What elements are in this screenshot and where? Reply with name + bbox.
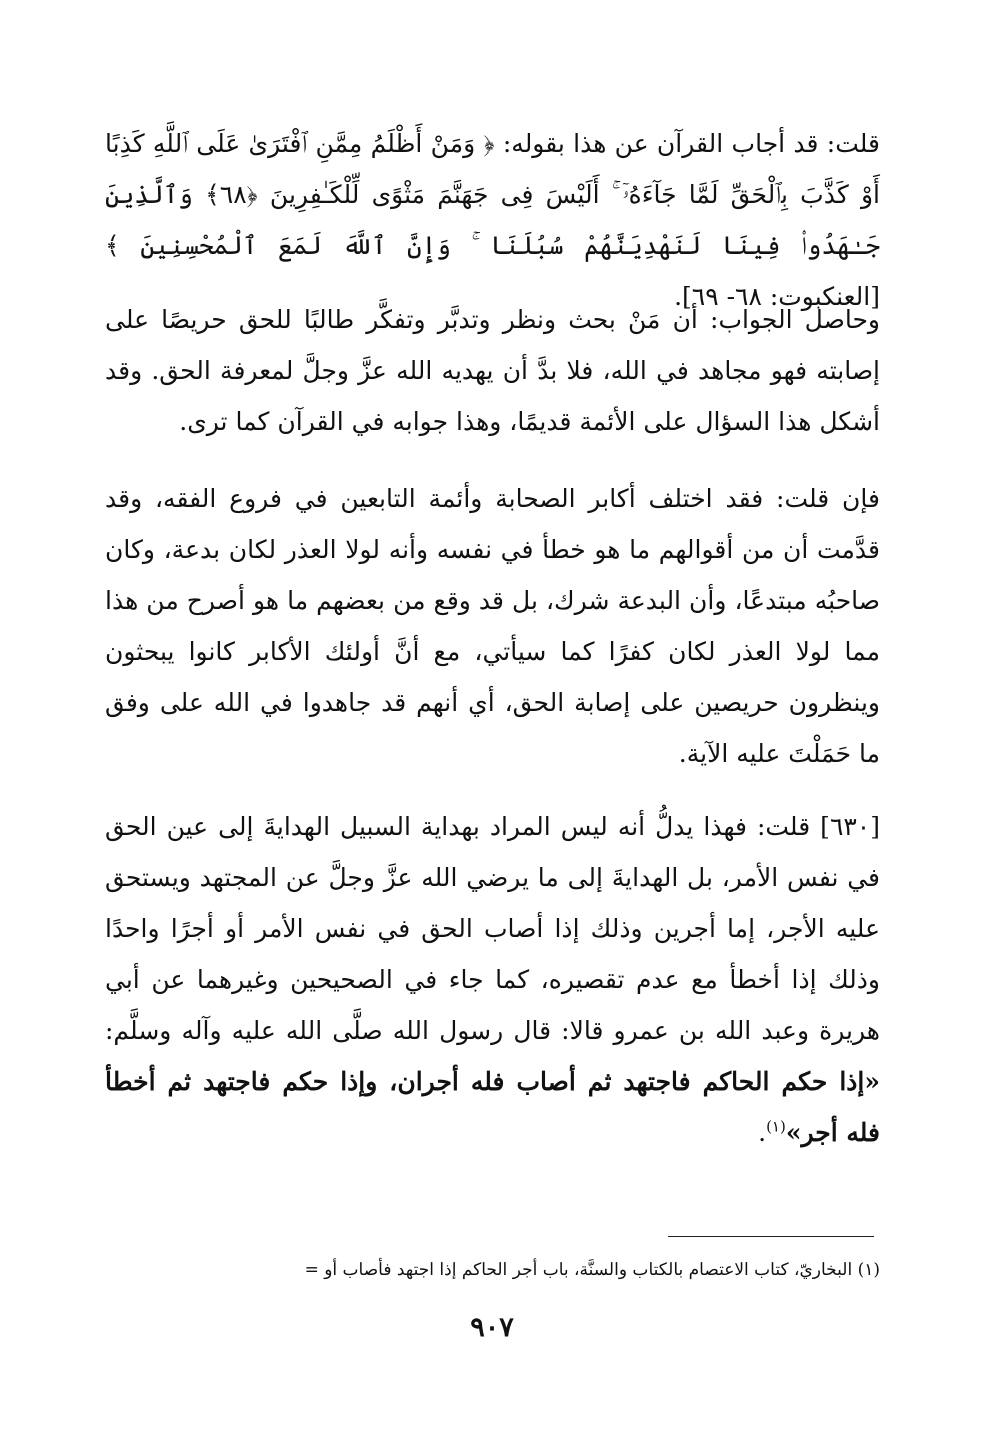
page-number: ٩٠٧: [470, 1312, 514, 1343]
paragraph-text: فإن قلت: فقد اختلف أكابر الصحابة وأئمة التابعين في فروع الفقه، وقد قدَّمت أن من أقوالهم ما هو خطأ في نفسه وأنه لولا العذر لكان بدعة، وكان صاحبُه مبتدعًا، وأن البدعة شرك، بل قد وقع من بعضهم ما هو أصرح من هذا مما لولا العذر لكان كفرًا كما سيأتي، مع أنَّ أولئك الأكابر كانوا يبحثون وينظرون حريصين على إصابة الحق، أي أنهم قد جاهدوا في الله على وفق ما حَمَلْتَ عليه الآية.: [105, 484, 880, 768]
quran-verse: ﴿ وَمَنْ أَظْلَمُ مِمَّنِ ٱفْتَرَىٰ عَلَى ٱللَّهِ كَذِبًا أَوْ كَذَّبَ بِٱلْحَقِّ لَمَّا جَآءَهُۥٓ ۚ أَلَيْسَ فِى جَهَنَّمَ مَثْوًى لِّلْكَـٰفِرِينَ ﴿٦٨﴾ وَٱلَّذِينَ جَـٰهَدُوا۟ فِينَا لَنَهْدِيَنَّهُمْ سُبُلَنَا ۚ وَإِنَّ ٱللَّهَ لَمَعَ ٱلْمُحْسِنِينَ ﴾: [105, 129, 880, 260]
paragraph-reply: [105, 801, 880, 1158]
footnote-reference[interactable]: (١): [766, 1117, 786, 1136]
paragraph-text: وحاصل الجواب: أن مَنْ بحث ونظر وتدبَّر وتفكَّر طالبًا للحق حريصًا على إصابته فهو مجاهد في الله، فلا بدَّ أن يهديه الله عزَّ وجلَّ لمعرفة الحق. وقد أشكل هذا السؤال على الأئمة قديمًا، وهذا جوابه في القرآن كما ترى.: [105, 305, 880, 436]
paragraph-intro: قلت: قد أجاب القرآن عن هذا بقوله:: [494, 129, 880, 158]
footnote-divider: [668, 1236, 874, 1237]
paragraph-text: [٦٣٠] قلت: فهذا يدلُّ أنه ليس المراد بهداية السبيل الهدايةَ إلى عين الحق في نفس الأمر، بل الهدايةَ إلى ما يرضي الله عزَّ وجلَّ عن المجتهد ويستحق عليه الأجر، إما أجرين وذلك إذا أصاب الحق في نفس الأمر أو أجرًا واحدًا وذلك إذا أخطأ مع عدم تقصيره، كما جاء في الصحيحين وغيرهما عن أبي هريرة وعبد الله بن عمرو قالا: قال رسول الله صلَّى الله عليه وآله وسلَّم:: [105, 812, 880, 1045]
surah-reference: [العنكبوت: ٦٨- ٦٩].: [674, 282, 880, 311]
paragraph-objection: [105, 473, 880, 801]
footnote: (١) البخاريّ، كتاب الاعتصام بالكتاب والسنَّة، باب أجر الحاكم إذا اجتهد فأصاب أو =: [304, 1260, 880, 1280]
paragraph-quran-answer: [105, 118, 880, 311]
hadith-quote: «إذا حكم الحاكم فاجتهد ثم أصاب فله أجران، وإذا حكم فاجتهد ثم أخطأ فله أجر»: [105, 1067, 880, 1147]
main-text: [105, 118, 880, 1158]
paragraph-answer-summary: [105, 294, 880, 473]
paragraph-end: .: [758, 1118, 767, 1147]
